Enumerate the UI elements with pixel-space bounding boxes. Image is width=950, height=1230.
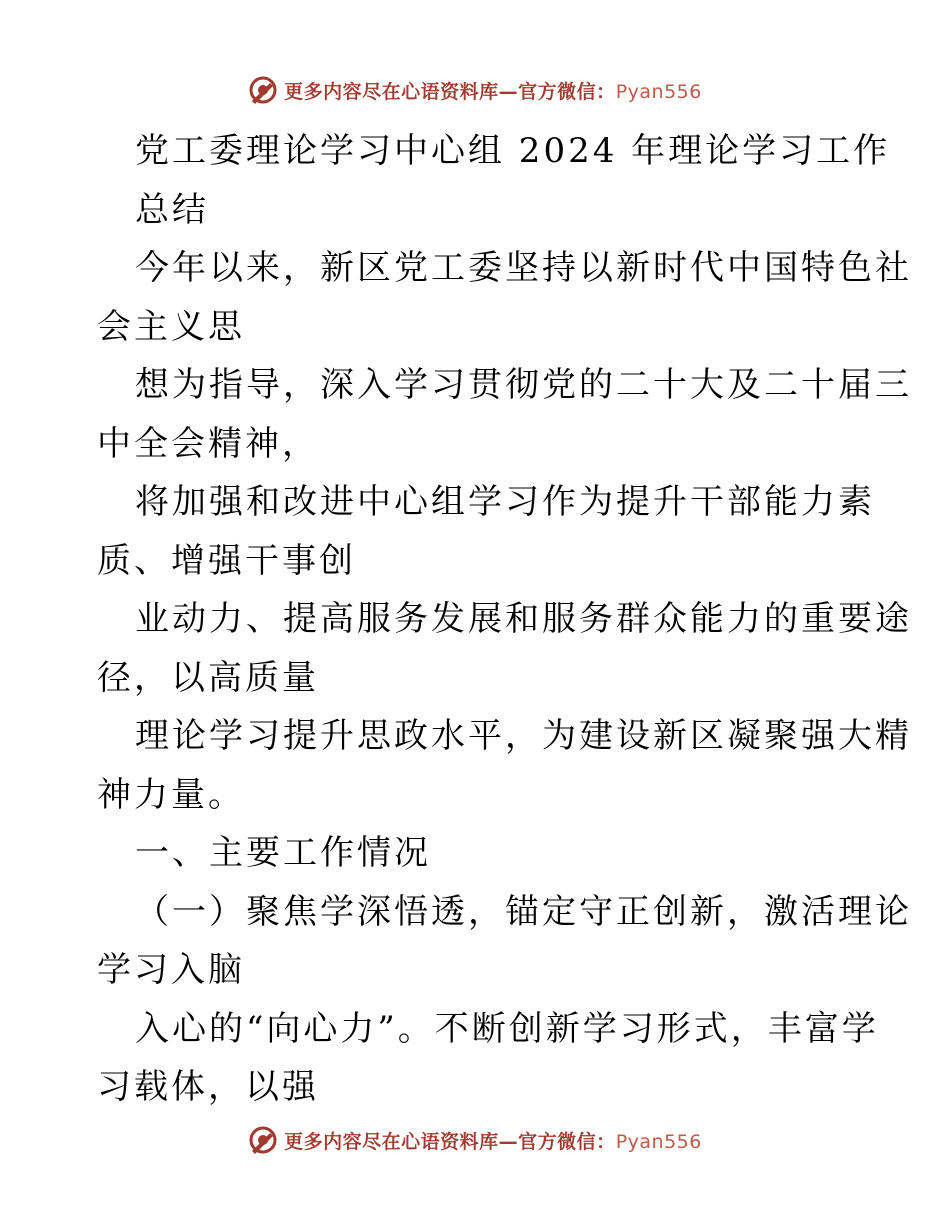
header-banner-text bbox=[284, 77, 702, 104]
header-banner-main: 更多内容尽在心语资料库 bbox=[284, 80, 499, 103]
paragraph-line: 入心的“向心力”。不断创新学习形式，丰富学 bbox=[135, 1008, 879, 1049]
footer-banner-separator: — bbox=[498, 1130, 519, 1153]
paragraph-line: 会主义思 bbox=[97, 306, 245, 347]
footer-banner-text bbox=[284, 1127, 702, 1154]
footer-banner-suffix: 官方微信： bbox=[518, 1130, 616, 1153]
subsection-heading-line: 学习入脑 bbox=[97, 950, 245, 990]
header-banner-suffix: 官方微信： bbox=[518, 80, 616, 103]
paragraph-line: 业动力、提高服务发展和服务群众能力的重要途 bbox=[135, 599, 912, 639]
section-heading: 一、主要工作情况 bbox=[135, 833, 431, 873]
document-title-line-2: 总结 bbox=[135, 189, 209, 230]
header-banner bbox=[0, 70, 950, 110]
paragraph-line: 质、增强干事创 bbox=[97, 540, 356, 581]
paragraph-line: 将加强和改进中心组学习作为提升干部能力素 bbox=[135, 482, 875, 522]
paragraph-line: 中全会精神， bbox=[97, 423, 319, 464]
document-title-line-1: 党工委理论学习中心组 2024 年理论学习工作 bbox=[135, 131, 891, 171]
paragraph-line: 想为指导，深入学习贯彻党的二十大及二十届三 bbox=[135, 365, 912, 405]
subsection-heading-line: （一）聚焦学深悟透，锚定守正创新，激活理论 bbox=[135, 891, 912, 932]
paragraph-line: 今年以来，新区党工委坚持以新时代中国特色社 bbox=[135, 248, 912, 288]
footer-banner bbox=[0, 1120, 950, 1160]
footer-banner-main: 更多内容尽在心语资料库 bbox=[284, 1130, 499, 1153]
pen-circle-logo-icon bbox=[248, 75, 278, 105]
paragraph-line: 习载体，以强 bbox=[97, 1067, 319, 1107]
pen-circle-logo-icon bbox=[248, 1125, 278, 1155]
header-banner-separator: — bbox=[498, 80, 519, 103]
paragraph-line: 径，以高质量 bbox=[97, 657, 319, 698]
document-body bbox=[97, 122, 912, 1117]
header-banner-id: Pyan556 bbox=[615, 80, 702, 103]
paragraph-line: 神力量。 bbox=[97, 774, 245, 815]
footer-banner-id: Pyan556 bbox=[615, 1130, 702, 1153]
paragraph-line: 理论学习提升思政水平，为建设新区凝聚强大精 bbox=[135, 716, 912, 756]
